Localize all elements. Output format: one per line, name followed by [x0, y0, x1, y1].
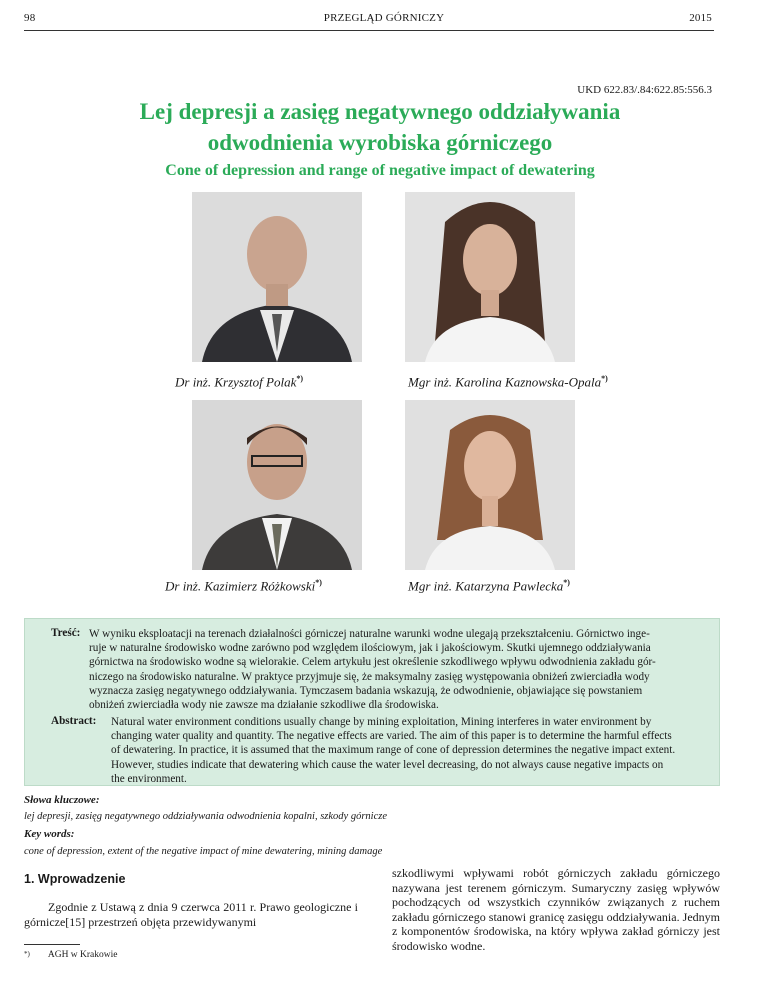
- article-title: [40, 96, 720, 158]
- header-rule: [24, 30, 714, 31]
- footnote-rule: [24, 944, 80, 945]
- author-name: Dr inż. Kazimierz Różkowski: [165, 578, 316, 594]
- keywords-pl-label: Słowa kluczowe:: [24, 794, 100, 806]
- title-line-2: odwodnienia wyrobiska górniczego: [207, 130, 553, 155]
- ukd-classification: UKD 622.83/.84:622.85:556.3: [577, 84, 712, 96]
- abstract-line: Natural water environment conditions usually change by mining exploitation, Mining interferes in water environment by: [111, 716, 652, 728]
- footnote-text: AGH w Krakowie: [47, 950, 118, 960]
- abstract-en: [111, 715, 701, 786]
- abstract-line: ruje w naturalne środowisko wodne zarówno pod względem ilościowym, jak i jakościowym. Skutki ujemnego oddziaływania: [89, 642, 651, 655]
- section-heading: 1. Wprowadzenie: [24, 872, 126, 886]
- author-mark: *): [601, 374, 608, 383]
- abstract-line: wyznacza zasięg negatywnego oddziaływania. Tymczasem badania wskazują, że odwodnienie, objawiające się powstaniem: [89, 684, 643, 697]
- author-photo-4: [405, 400, 575, 570]
- page-number: 98: [24, 12, 36, 24]
- abstract-pl: [89, 627, 699, 712]
- author-mark: *): [296, 374, 304, 383]
- body-text-right: szkodliwymi wpływami robót górniczych zakładu górniczego nazywana jest terenem górniczym. Sumaryczny zasięg wpływów pochodzących od wszystkich czynników związanych z ruchem zakładu górniczego stanowi granicę zasięgu oddziaływania. Jednym z komponentów środowiska, na który wpływa zakład górniczy jest środowisko wodne.: [392, 866, 720, 953]
- title-line-1: Lej depresji a zasięg negatywnego oddziaływania: [139, 99, 621, 124]
- portrait-icon: [192, 400, 362, 570]
- journal-name: PRZEGLĄD GÓRNICZY: [323, 12, 445, 24]
- author-caption-4: [408, 578, 570, 594]
- author-photo-1: [192, 192, 362, 362]
- abstract-line: changing water quality and quantity. The negative effects are varied. The aim of this paper is to determine the harmful effects: [111, 730, 672, 743]
- abstract-line: obniżeń zwierciadła wody nie zawsze ma działanie szkodliwe dla środowiska.: [89, 699, 439, 712]
- keywords-en: cone of depression, extent of the negative impact of mine dewatering, mining damage: [24, 846, 383, 857]
- portrait-icon: [405, 400, 575, 570]
- author-name: Mgr inż. Katarzyna Pawlecka: [408, 578, 564, 594]
- author-photo-3: [192, 400, 362, 570]
- abstract-en-label: Abstract:: [51, 715, 97, 727]
- abstract-line: niczego na środowisko naturalne. W praktyce przyjmuje się, że maksymalny zasięg występowania obniżeń zwierciadła wody: [89, 670, 650, 683]
- portrait-icon: [405, 192, 575, 362]
- portrait-icon: [192, 192, 362, 362]
- author-caption-1: [175, 374, 303, 390]
- abstract-pl-label: Treść:: [51, 627, 81, 639]
- keywords-pl: lej depresji, zasięg negatywnego oddziaływania odwodnienia kopalni, szkody górnicze: [24, 811, 387, 822]
- abstract-line: of dewatering. In practice, it is assumed that the maximum range of cone of depression determines the negative impact extent.: [111, 744, 676, 757]
- footnote: [24, 950, 118, 960]
- author-caption-3: [165, 578, 322, 594]
- abstract-line: W wyniku eksploatacji na terenach działalności górniczej naturalne warunki wodne ulegają przekształceniu. Górnictwo inge-: [89, 628, 650, 640]
- author-photo-2: [405, 192, 575, 362]
- keywords-en-label: Key words:: [24, 828, 75, 840]
- journal-year: 2015: [689, 12, 712, 24]
- author-name: Dr inż. Krzysztof Polak: [175, 374, 297, 390]
- abstract-line: górnictwa na środowisko wodne są wielorakie. Celem artykułu jest określenie szkodliwego wpływu odwodnienia zakładu gór-: [89, 656, 656, 669]
- article-subtitle: Cone of depression and range of negative impact of dewatering: [165, 162, 595, 179]
- author-mark: *): [563, 578, 570, 587]
- footnote-mark: *): [24, 950, 30, 958]
- author-caption-2: [408, 374, 608, 390]
- author-mark: *): [315, 578, 322, 587]
- abstract-line: the environment.: [111, 772, 187, 785]
- abstract-line: However, studies indicate that dewatering which cause the water level decreasing, do not always cause negative impacts on: [111, 758, 664, 771]
- abstract-box: [24, 618, 720, 786]
- body-text-left: Zgodnie z Ustawą z dnia 9 czerwca 2011 r. Prawo geologiczne i górnicze[15] przestrzeń objęta przewidywanymi: [24, 900, 358, 929]
- author-name: Mgr inż. Karolina Kaznowska-Opala: [408, 374, 602, 390]
